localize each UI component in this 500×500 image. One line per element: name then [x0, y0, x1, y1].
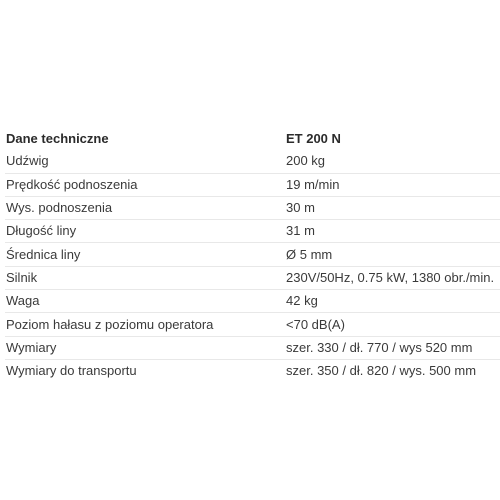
spec-value: 42 kg: [286, 293, 318, 309]
spec-row-lifting-height: [5, 196, 500, 219]
spec-row-transport-dimensions: [5, 359, 500, 382]
spec-label: Waga: [6, 293, 40, 309]
spec-header-label: Dane techniczne: [6, 131, 109, 147]
spec-label: Wymiary: [6, 339, 57, 355]
spec-header-row: [5, 128, 500, 150]
spec-label: Poziom hałasu z poziomu operatora: [6, 316, 214, 332]
spec-value: 30 m: [286, 200, 315, 216]
spec-value: 200 kg: [286, 153, 326, 169]
spec-label: Wys. podnoszenia: [6, 200, 113, 216]
spec-label: Długość liny: [6, 223, 77, 239]
spec-label: Silnik: [6, 269, 38, 285]
spec-value: <70 dB(A): [286, 316, 345, 332]
spec-value: Ø 5 mm: [286, 246, 333, 262]
spec-value: szer. 330 / dł. 770 / wys 520 mm: [286, 339, 473, 355]
spec-row-noise-level: [5, 313, 500, 336]
spec-value: 31 m: [286, 223, 315, 239]
spec-header-model: ET 200 N: [286, 131, 341, 147]
spec-row-lifting-speed: [5, 173, 500, 196]
spec-label: Udźwig: [6, 153, 49, 169]
spec-row-motor: [5, 266, 500, 289]
spec-label: Średnica liny: [6, 246, 81, 262]
spec-row-weight: [5, 290, 500, 313]
spec-row-rope-length: [5, 220, 500, 243]
spec-label: Prędkość podnoszenia: [6, 176, 138, 192]
spec-row-rope-diameter: [5, 243, 500, 266]
spec-label: Wymiary do transportu: [6, 363, 137, 379]
spec-value: szer. 350 / dł. 820 / wys. 500 mm: [286, 363, 477, 379]
spec-table: [5, 128, 500, 382]
spec-value: 230V/50Hz, 0.75 kW, 1380 obr./min.: [286, 269, 495, 285]
spec-row-dimensions: [5, 336, 500, 359]
spec-value: 19 m/min: [286, 176, 340, 192]
spec-row-capacity: [5, 150, 500, 173]
